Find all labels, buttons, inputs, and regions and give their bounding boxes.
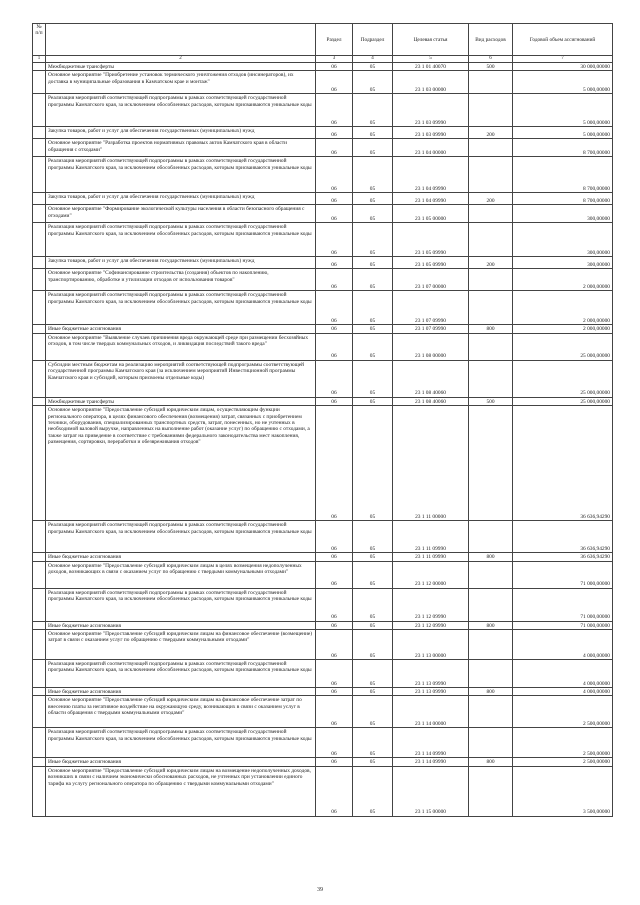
amount-cell: 2 500,00000 <box>513 758 613 766</box>
amount-cell: 8 700,00000 <box>513 193 613 205</box>
expense-type-cell: 800 <box>469 325 513 333</box>
row-number-cell <box>33 553 46 561</box>
row-number-cell <box>33 205 46 223</box>
table-row <box>33 94 613 127</box>
target-article-cell: 23 1 11 09990 <box>393 553 469 561</box>
amount-cell: 71 000,00000 <box>513 588 613 621</box>
expense-type-cell <box>469 406 513 521</box>
podrazdel-cell: 05 <box>353 553 393 561</box>
table-row <box>33 660 613 688</box>
podrazdel-cell: 05 <box>353 94 393 127</box>
row-name-cell: Основное мероприятие "Выявление случаев причинения вреда окружающей среде при размещении бесхозяйных отходов, в том числе твердых коммунальных отходов, и ликвидация последствий такого вреда" <box>46 333 316 360</box>
row-name-cell: Межбюджетные трансферты <box>46 397 316 405</box>
expense-type-cell: 200 <box>469 257 513 269</box>
row-number-cell <box>33 139 46 157</box>
razdel-cell: 06 <box>316 521 353 553</box>
column-number: 5 <box>393 56 469 63</box>
podrazdel-cell: 05 <box>353 325 393 333</box>
expense-type-cell <box>469 157 513 193</box>
podrazdel-cell: 05 <box>353 291 393 325</box>
row-number-cell <box>33 71 46 94</box>
expense-type-cell <box>469 139 513 157</box>
column-number: 1 <box>33 56 46 63</box>
row-name-cell: Основное мероприятие "Софинансирование строительства (создания) объектов по накоплению, транспортированию, обработке и утилизации отходов от использования товаров" <box>46 269 316 291</box>
row-name-cell: Реализация мероприятий соответствующей подпрограммы в рамках соответствующей государственной программы Камчатского края, за исключением обособленных расходов, которым присваиваются уникальные коды <box>46 588 316 621</box>
expense-type-cell <box>469 521 513 553</box>
target-article-cell: 23 1 03 00000 <box>393 71 469 94</box>
row-name-cell: Реализация мероприятий соответствующей подпрограммы в рамках соответствующей государственной программы Камчатского края, за исключением обособленных расходов, которым присваиваются уникальные коды <box>46 660 316 688</box>
header-expense-type: Вид расходов <box>469 24 513 56</box>
amount-cell: 25 000,00000 <box>513 333 613 360</box>
podrazdel-cell: 05 <box>353 621 393 629</box>
expense-type-cell: 800 <box>469 621 513 629</box>
row-number-cell <box>33 766 46 816</box>
podrazdel-cell: 05 <box>353 360 393 397</box>
expense-type-cell: 800 <box>469 553 513 561</box>
row-name-cell: Закупка товаров, работ и услуг для обеспечения государственных (муниципальных) нужд <box>46 257 316 269</box>
row-name-cell: Иные бюджетные ассигнования <box>46 553 316 561</box>
table-row <box>33 406 613 521</box>
row-name-cell: Межбюджетные трансферты <box>46 63 316 71</box>
table-row <box>33 696 613 728</box>
podrazdel-cell: 05 <box>353 766 393 816</box>
header-razdel: Раздел <box>316 24 353 56</box>
row-number-cell <box>33 397 46 405</box>
razdel-cell: 06 <box>316 360 353 397</box>
row-number-cell <box>33 561 46 588</box>
row-number-cell <box>33 223 46 257</box>
expense-type-cell <box>469 660 513 688</box>
amount-cell: 2 500,00000 <box>513 696 613 728</box>
razdel-cell: 06 <box>316 406 353 521</box>
table-row <box>33 139 613 157</box>
amount-cell: 8 700,00000 <box>513 139 613 157</box>
target-article-cell: 23 1 15 00000 <box>393 766 469 816</box>
table-row <box>33 521 613 553</box>
amount-cell: 36 636,94290 <box>513 553 613 561</box>
expense-type-cell <box>469 71 513 94</box>
table-row <box>33 269 613 291</box>
table-row <box>33 257 613 269</box>
row-name-cell: Реализация мероприятий соответствующей подпрограммы в рамках соответствующей государственной программы Камчатского края, за исключением обособленных расходов, которым присваиваются уникальные коды <box>46 291 316 325</box>
expense-type-cell <box>469 269 513 291</box>
target-article-cell: 23 1 11 09990 <box>393 521 469 553</box>
amount-cell: 5 000,00000 <box>513 94 613 127</box>
amount-cell: 4 000,00000 <box>513 688 613 696</box>
row-name-cell: Реализация мероприятий соответствующей подпрограммы в рамках соответствующей государственной программы Камчатского края, за исключением обособленных расходов, которым присваиваются уникальные коды <box>46 521 316 553</box>
target-article-cell: 23 1 05 09990 <box>393 223 469 257</box>
header-annual-amount: Годовой объем ассигнований <box>513 24 613 56</box>
expense-type-cell <box>469 333 513 360</box>
target-article-cell: 23 1 12 09990 <box>393 621 469 629</box>
amount-cell: 2 000,00000 <box>513 325 613 333</box>
row-name-cell: Основное мероприятие "Предоставление субсидий юридическим лицам на финансовое обеспечение затрат по внесению платы за негативное воздействие на окружающую среду, возникающих в связи с оказанием услуг в области обращения с твердыми коммунальными отходами" <box>46 696 316 728</box>
podrazdel-cell: 05 <box>353 127 393 139</box>
podrazdel-cell: 05 <box>353 588 393 621</box>
row-number-cell <box>33 630 46 660</box>
razdel-cell: 06 <box>316 397 353 405</box>
row-name-cell: Основное мероприятие "Предоставление субсидий юридическим лицам, осуществляющим функции регионального оператора, в целях финансового обеспечения (возмещения) затрат, связанных с приобретением техники, оборудования, специализированных транспортных средств, затрат, понесенных, но не учтенных в необходимой валовой выручке, направленных на выполнение работ (оказание услуг) по обращению с отходами, а также затрат на приведение в соответствие с требованиями федерального законодательства мест накопления, размещения, сортировки, переработки и обезвреживания отходов" <box>46 406 316 521</box>
budget-table <box>32 23 613 817</box>
table-row <box>33 333 613 360</box>
amount-cell: 300,00000 <box>513 205 613 223</box>
target-article-cell: 23 1 14 09990 <box>393 758 469 766</box>
razdel-cell: 06 <box>316 223 353 257</box>
target-article-cell: 23 1 07 09990 <box>393 325 469 333</box>
razdel-cell: 06 <box>316 291 353 325</box>
expense-type-cell <box>469 766 513 816</box>
expense-type-cell <box>469 205 513 223</box>
razdel-cell: 06 <box>316 688 353 696</box>
podrazdel-cell: 05 <box>353 561 393 588</box>
header-target-article: Целевая статья <box>393 24 469 56</box>
amount-cell: 25 000,00000 <box>513 360 613 397</box>
razdel-cell: 06 <box>316 588 353 621</box>
razdel-cell: 06 <box>316 63 353 71</box>
header-number: № п/п <box>33 24 46 56</box>
target-article-cell: 23 1 01 40070 <box>393 63 469 71</box>
header-name <box>46 24 316 56</box>
table-row <box>33 325 613 333</box>
podrazdel-cell: 05 <box>353 257 393 269</box>
column-number: 3 <box>316 56 353 63</box>
razdel-cell: 06 <box>316 269 353 291</box>
razdel-cell: 06 <box>316 193 353 205</box>
row-name-cell: Реализация мероприятий соответствующей подпрограммы в рамках соответствующей государственной программы Камчатского края, за исключением обособленных расходов, которым присваиваются уникальные коды <box>46 728 316 758</box>
target-article-cell: 23 1 08 00000 <box>393 333 469 360</box>
column-number: 6 <box>469 56 513 63</box>
razdel-cell: 06 <box>316 621 353 629</box>
row-name-cell: Закупка товаров, работ и услуг для обеспечения государственных (муниципальных) нужд <box>46 193 316 205</box>
expense-type-cell <box>469 360 513 397</box>
row-name-cell: Реализация мероприятий соответствующей подпрограммы в рамках соответствующей государственной программы Камчатского края, за исключением обособленных расходов, которым присваиваются уникальные коды <box>46 223 316 257</box>
target-article-cell: 23 1 04 00000 <box>393 139 469 157</box>
razdel-cell: 06 <box>316 766 353 816</box>
row-number-cell <box>33 269 46 291</box>
row-name-cell: Основное мероприятие "Предоставление субсидий юридическим лицам на финансовое обеспечение (возмещение) затрат в связи с оказанием услуг по обращению с твердыми коммунальными отходами" <box>46 630 316 660</box>
target-article-cell: 23 1 11 00000 <box>393 406 469 521</box>
expense-type-cell: 500 <box>469 63 513 71</box>
target-article-cell: 23 1 04 09990 <box>393 157 469 193</box>
podrazdel-cell: 05 <box>353 660 393 688</box>
expense-type-cell <box>469 291 513 325</box>
row-number-cell <box>33 157 46 193</box>
podrazdel-cell: 05 <box>353 406 393 521</box>
table-row <box>33 553 613 561</box>
row-number-cell <box>33 325 46 333</box>
razdel-cell: 06 <box>316 127 353 139</box>
podrazdel-cell: 05 <box>353 205 393 223</box>
podrazdel-cell: 05 <box>353 521 393 553</box>
razdel-cell: 06 <box>316 205 353 223</box>
table-row <box>33 193 613 205</box>
table-row <box>33 63 613 71</box>
row-number-cell <box>33 588 46 621</box>
budget-table-sheet <box>32 23 612 817</box>
target-article-cell: 23 1 03 09990 <box>393 127 469 139</box>
amount-cell: 300,00000 <box>513 257 613 269</box>
amount-cell: 71 000,00000 <box>513 561 613 588</box>
row-name-cell: Закупка товаров, работ и услуг для обеспечения государственных (муниципальных) нужд <box>46 127 316 139</box>
target-article-cell: 23 1 08 40060 <box>393 360 469 397</box>
expense-type-cell <box>469 588 513 621</box>
row-number-cell <box>33 406 46 521</box>
razdel-cell: 06 <box>316 139 353 157</box>
table-row <box>33 71 613 94</box>
table-row <box>33 157 613 193</box>
podrazdel-cell: 05 <box>353 397 393 405</box>
row-number-cell <box>33 521 46 553</box>
table-row <box>33 397 613 405</box>
expense-type-cell <box>469 630 513 660</box>
target-article-cell: 23 1 14 09990 <box>393 728 469 758</box>
page-number: 39 <box>317 887 323 893</box>
amount-cell: 36 636,94290 <box>513 406 613 521</box>
table-row <box>33 561 613 588</box>
target-article-cell: 23 1 08 40060 <box>393 397 469 405</box>
row-number-cell <box>33 688 46 696</box>
razdel-cell: 06 <box>316 333 353 360</box>
row-name-cell: Иные бюджетные ассигнования <box>46 758 316 766</box>
razdel-cell: 06 <box>316 553 353 561</box>
amount-cell: 71 000,00000 <box>513 621 613 629</box>
row-number-cell <box>33 696 46 728</box>
table-row <box>33 758 613 766</box>
razdel-cell: 06 <box>316 325 353 333</box>
expense-type-cell: 200 <box>469 127 513 139</box>
row-name-cell: Основное мероприятие "Разработка проектов нормативных правовых актов Камчатского края в области обращения с отходами" <box>46 139 316 157</box>
row-number-cell <box>33 257 46 269</box>
target-article-cell: 23 1 05 00000 <box>393 205 469 223</box>
column-number: 7 <box>513 56 613 63</box>
table-row <box>33 766 613 816</box>
expense-type-cell: 500 <box>469 397 513 405</box>
expense-type-cell <box>469 696 513 728</box>
target-article-cell: 23 1 03 09990 <box>393 94 469 127</box>
table-row <box>33 621 613 629</box>
razdel-cell: 06 <box>316 257 353 269</box>
amount-cell: 4 000,00000 <box>513 660 613 688</box>
column-number-row <box>33 56 613 63</box>
expense-type-cell <box>469 561 513 588</box>
row-number-cell <box>33 758 46 766</box>
podrazdel-cell: 05 <box>353 728 393 758</box>
razdel-cell: 06 <box>316 728 353 758</box>
table-row <box>33 630 613 660</box>
amount-cell: 36 636,94290 <box>513 521 613 553</box>
target-article-cell: 23 1 14 00000 <box>393 696 469 728</box>
podrazdel-cell: 05 <box>353 758 393 766</box>
target-article-cell: 23 1 07 09990 <box>393 291 469 325</box>
razdel-cell: 06 <box>316 561 353 588</box>
podrazdel-cell: 05 <box>353 269 393 291</box>
podrazdel-cell: 05 <box>353 157 393 193</box>
target-article-cell: 23 1 13 09990 <box>393 688 469 696</box>
amount-cell: 3 500,00000 <box>513 766 613 816</box>
row-number-cell <box>33 63 46 71</box>
amount-cell: 5 000,00000 <box>513 127 613 139</box>
table-row <box>33 360 613 397</box>
podrazdel-cell: 05 <box>353 688 393 696</box>
table-row <box>33 688 613 696</box>
expense-type-cell: 200 <box>469 193 513 205</box>
row-number-cell <box>33 291 46 325</box>
podrazdel-cell: 05 <box>353 71 393 94</box>
row-name-cell: Реализация мероприятий соответствующей подпрограммы в рамках соответствующей государственной программы Камчатского края, за исключением обособленных расходов, которым присваиваются уникальные коды <box>46 94 316 127</box>
target-article-cell: 23 1 05 09990 <box>393 257 469 269</box>
row-name-cell: Реализация мероприятий соответствующей подпрограммы в рамках соответствующей государственной программы Камчатского края, за исключением обособленных расходов, которым присваиваются уникальные коды <box>46 157 316 193</box>
podrazdel-cell: 05 <box>353 63 393 71</box>
podrazdel-cell: 05 <box>353 333 393 360</box>
row-number-cell <box>33 127 46 139</box>
razdel-cell: 06 <box>316 71 353 94</box>
expense-type-cell: 800 <box>469 758 513 766</box>
razdel-cell: 06 <box>316 630 353 660</box>
row-name-cell: Основное мероприятие "Приобретение установок термического уничтожения отходов (инсинераторов), их доставка в муниципальные образования в Камчатском крае и монтаж" <box>46 71 316 94</box>
amount-cell: 300,00000 <box>513 223 613 257</box>
target-article-cell: 23 1 07 00000 <box>393 269 469 291</box>
amount-cell: 4 000,00000 <box>513 630 613 660</box>
razdel-cell: 06 <box>316 696 353 728</box>
target-article-cell: 23 1 13 09990 <box>393 660 469 688</box>
razdel-cell: 06 <box>316 660 353 688</box>
podrazdel-cell: 05 <box>353 223 393 257</box>
expense-type-cell <box>469 94 513 127</box>
table-row <box>33 205 613 223</box>
row-name-cell: Основное мероприятие "Предоставление субсидий юридическим лицам в целях возмещения недополученных доходов, возникающих в связи с оказанием услуг по обращению с твердыми коммунальными отходами" <box>46 561 316 588</box>
row-number-cell <box>33 621 46 629</box>
target-article-cell: 23 1 04 09990 <box>393 193 469 205</box>
column-number: 4 <box>353 56 393 63</box>
row-name-cell: Основное мероприятие "Предоставление субсидий юридическим лицам на возмещение недополученных доходов, возникших в связи с наличием экономически обоснованных расходов, не учтенных при установлении единого тарифа на услугу регионального оператора по обращению с твердыми коммунальными отходами" <box>46 766 316 816</box>
column-number: 2 <box>46 56 316 63</box>
podrazdel-cell: 05 <box>353 696 393 728</box>
header-podrazdel: Подраздел <box>353 24 393 56</box>
amount-cell: 8 700,00000 <box>513 157 613 193</box>
table-header-row <box>33 24 613 56</box>
row-number-cell <box>33 94 46 127</box>
row-name-cell: Иные бюджетные ассигнования <box>46 621 316 629</box>
row-name-cell: Субсидии местным бюджетам на реализацию мероприятий соответствующей подпрограммы соответствующей государственной программы Камчатского края (за исключением мероприятий Инвестиционной программы Камчатского края и субсидий, которым присвоены отдельные коды) <box>46 360 316 397</box>
table-row <box>33 291 613 325</box>
table-row <box>33 728 613 758</box>
table-row <box>33 223 613 257</box>
razdel-cell: 06 <box>316 157 353 193</box>
row-number-cell <box>33 193 46 205</box>
row-name-cell: Иные бюджетные ассигнования <box>46 325 316 333</box>
amount-cell: 25 000,00000 <box>513 397 613 405</box>
target-article-cell: 23 1 13 00000 <box>393 630 469 660</box>
row-number-cell <box>33 333 46 360</box>
razdel-cell: 06 <box>316 758 353 766</box>
table-row <box>33 588 613 621</box>
podrazdel-cell: 05 <box>353 193 393 205</box>
amount-cell: 2 000,00000 <box>513 291 613 325</box>
razdel-cell: 06 <box>316 94 353 127</box>
expense-type-cell <box>469 223 513 257</box>
amount-cell: 2 500,00000 <box>513 728 613 758</box>
row-number-cell <box>33 728 46 758</box>
table-row <box>33 127 613 139</box>
target-article-cell: 23 1 12 09990 <box>393 588 469 621</box>
target-article-cell: 23 1 12 00000 <box>393 561 469 588</box>
row-number-cell <box>33 360 46 397</box>
row-number-cell <box>33 660 46 688</box>
podrazdel-cell: 05 <box>353 139 393 157</box>
expense-type-cell <box>469 728 513 758</box>
expense-type-cell: 800 <box>469 688 513 696</box>
row-name-cell: Основное мероприятие "Формирование экологической культуры населения в области безопасного обращения с отходами" <box>46 205 316 223</box>
amount-cell: 30 000,00000 <box>513 63 613 71</box>
podrazdel-cell: 05 <box>353 630 393 660</box>
row-name-cell: Иные бюджетные ассигнования <box>46 688 316 696</box>
amount-cell: 5 000,00000 <box>513 71 613 94</box>
amount-cell: 2 000,00000 <box>513 269 613 291</box>
